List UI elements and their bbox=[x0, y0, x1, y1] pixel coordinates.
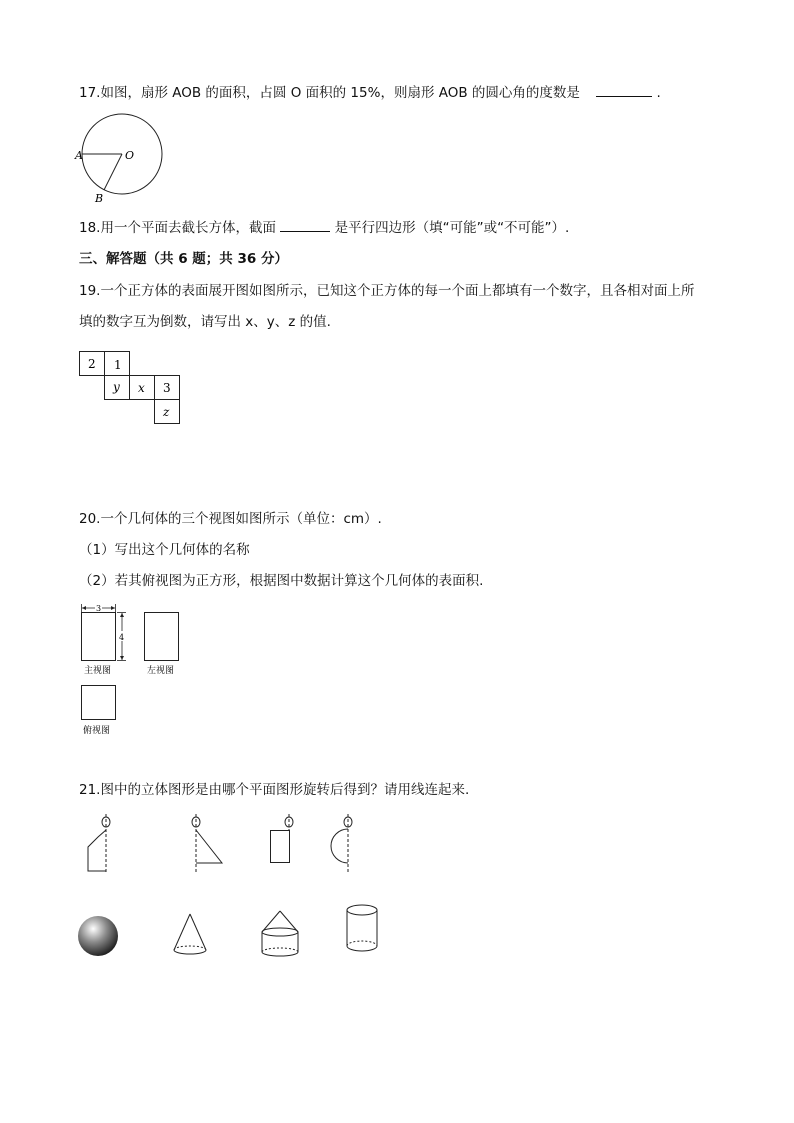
question-18 bbox=[79, 219, 569, 237]
q17-answer-blank[interactable] bbox=[596, 84, 652, 97]
label-a: A bbox=[75, 149, 83, 162]
q20-part-2: （2）若其俯视图为正方形，根据图中数据计算这个几何体的表面积. bbox=[79, 573, 484, 589]
q21-figures bbox=[70, 812, 390, 964]
left-view-label: 左视图 bbox=[147, 666, 175, 676]
q18-text-end: 是平行四边形（填“可能”或“不可能”）. bbox=[334, 220, 570, 236]
solid-cylinder[interactable] bbox=[347, 905, 377, 951]
net-cell-z: z bbox=[163, 405, 170, 419]
cube-net-figure bbox=[79, 351, 183, 427]
top-view bbox=[82, 686, 116, 720]
net-cell-2: 1 bbox=[114, 358, 122, 372]
section-3-heading: 三、解答题（共 6 题；共 36 分） bbox=[79, 251, 288, 267]
solid-cone-on-cylinder[interactable] bbox=[262, 911, 298, 956]
dim-height: 4 bbox=[119, 633, 125, 642]
flat-shape-triangle[interactable] bbox=[192, 814, 222, 872]
question-17 bbox=[79, 84, 661, 102]
q19-line-1: 19.一个正方体的表面展开图如图所示，已知这个正方体的每一个面上都填有一个数字，且各相对面上所 bbox=[79, 283, 695, 299]
radius-ob bbox=[104, 154, 122, 190]
left-view bbox=[145, 613, 179, 661]
three-views-figure bbox=[76, 602, 196, 738]
net-cell-x: x bbox=[138, 381, 145, 395]
solid-sphere[interactable] bbox=[78, 916, 118, 956]
top-view-label: 俯视图 bbox=[83, 726, 111, 736]
q20-line-1: 20.一个几何体的三个视图如图所示（单位：cm）. bbox=[79, 511, 382, 527]
q19-line-2: 填的数字互为倒数，请写出 x、y、z 的值. bbox=[79, 314, 331, 330]
q20-part-1: （1）写出这个几何体的名称 bbox=[79, 542, 250, 558]
label-o: O bbox=[125, 149, 135, 162]
dim-width: 3 bbox=[96, 604, 102, 613]
net-cell-1: 2 bbox=[88, 357, 96, 371]
net-cell-3: 3 bbox=[163, 381, 171, 395]
q21-line-1: 21.图中的立体图形是由哪个平面图形旋转后得到？请用线连起来. bbox=[79, 782, 470, 798]
net-cell-y: y bbox=[113, 380, 120, 394]
solid-cone[interactable] bbox=[174, 914, 206, 954]
q17-text-end: . bbox=[656, 85, 661, 101]
front-view-label: 主视图 bbox=[84, 666, 112, 676]
label-b: B bbox=[95, 192, 104, 205]
q18-answer-blank[interactable] bbox=[280, 219, 330, 232]
q17-circle-figure bbox=[74, 112, 174, 204]
flat-shape-semicircle[interactable] bbox=[331, 814, 352, 872]
flat-shape-rectangle[interactable] bbox=[271, 814, 294, 863]
flat-shape-trapezoid[interactable] bbox=[88, 814, 110, 872]
q18-text: 18.用一个平面去截长方体，截面 bbox=[79, 220, 276, 236]
front-view bbox=[82, 613, 116, 661]
q17-text: 17.如图，扇形 AOB 的面积，占圆 O 面积的 15%，则扇形 AOB 的圆心角的度数是 bbox=[79, 85, 580, 101]
